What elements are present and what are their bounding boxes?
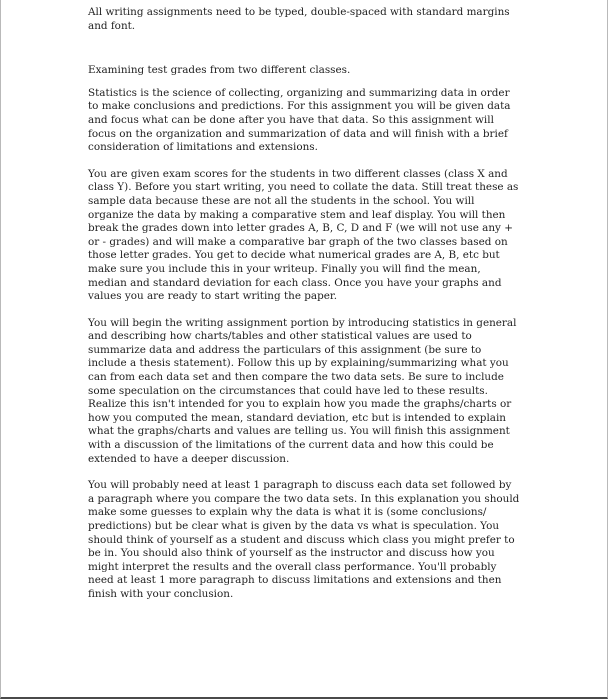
- assignment-heading: Examining test grades from two different classes.: [88, 64, 351, 77]
- paragraph-structure-guidance: You will probably need at least 1 paragraph to discuss each data set followed by a paragraph where you compare the two data sets. In this explanation you should make some guesses to explain why the data is what it is (some conclusions/ predictions) but be clear what is given by the data vs what is speculation. You should think of yourself as a student and discuss which class you might prefer to be in. You should also think of yourself as the instructor and discuss how you might interpret the results and the overall class performance. You'll probably need at least 1 more paragraph to discuss limitations and extensions and then finish with your conclusion.: [88, 479, 520, 600]
- paragraph-statistics-overview: Statistics is the science of collecting, organizing and summarizing data in order to make conclusions and predictions. For this assignment you will be given data and focus what can be done after you have that data. So this assignment will focus on the organization and summarization of data and will finish with a brief consideration of limitations and extensions.: [88, 86, 511, 154]
- paragraph-data-instructions: You are given exam scores for the students in two different classes (class X and class Y). Before you start writing, you need to collate the data. Still treat these as sample data because these are not all the students in the school. You will organize the data by making a comparative stem and leaf display. You will then break the grades down into letter grades A, B, C, D and F (we will not use any + or - grades) and will make a comparative bar graph of the two classes based on those letter grades. You get to decide what numerical grades are A, B, etc but make sure you include this in your writeup. Finally you will find the mean, median and standard deviation for each class. Once you have your graphs and values you are ready to start writing the paper.: [88, 167, 519, 303]
- document-page: [88, 6, 520, 615]
- paragraph-writing-instructions: You will begin the writing assignment portion by introducing statistics in general and describing how charts/tables and other statistical values are used to summarize data and address the particulars of this assignment (be sure to include a thesis statement). Follow this up by explaining/summarizing what you can from each data set and then compare the two data sets. Be sure to include some speculation on the circumstances that could have led to these results. Realize this isn't intended for you to explain how you made the graphs/charts or how you computed the mean, standard deviation, etc but is intended to explain what the graphs/charts and values are telling us. You will finish this assignment with a discussion of the limitations of the current data and how this could be extended to have a deeper discussion.: [88, 316, 517, 465]
- intro-paragraph: All writing assignments need to be typed, double-spaced with standard margins and font.: [88, 6, 510, 32]
